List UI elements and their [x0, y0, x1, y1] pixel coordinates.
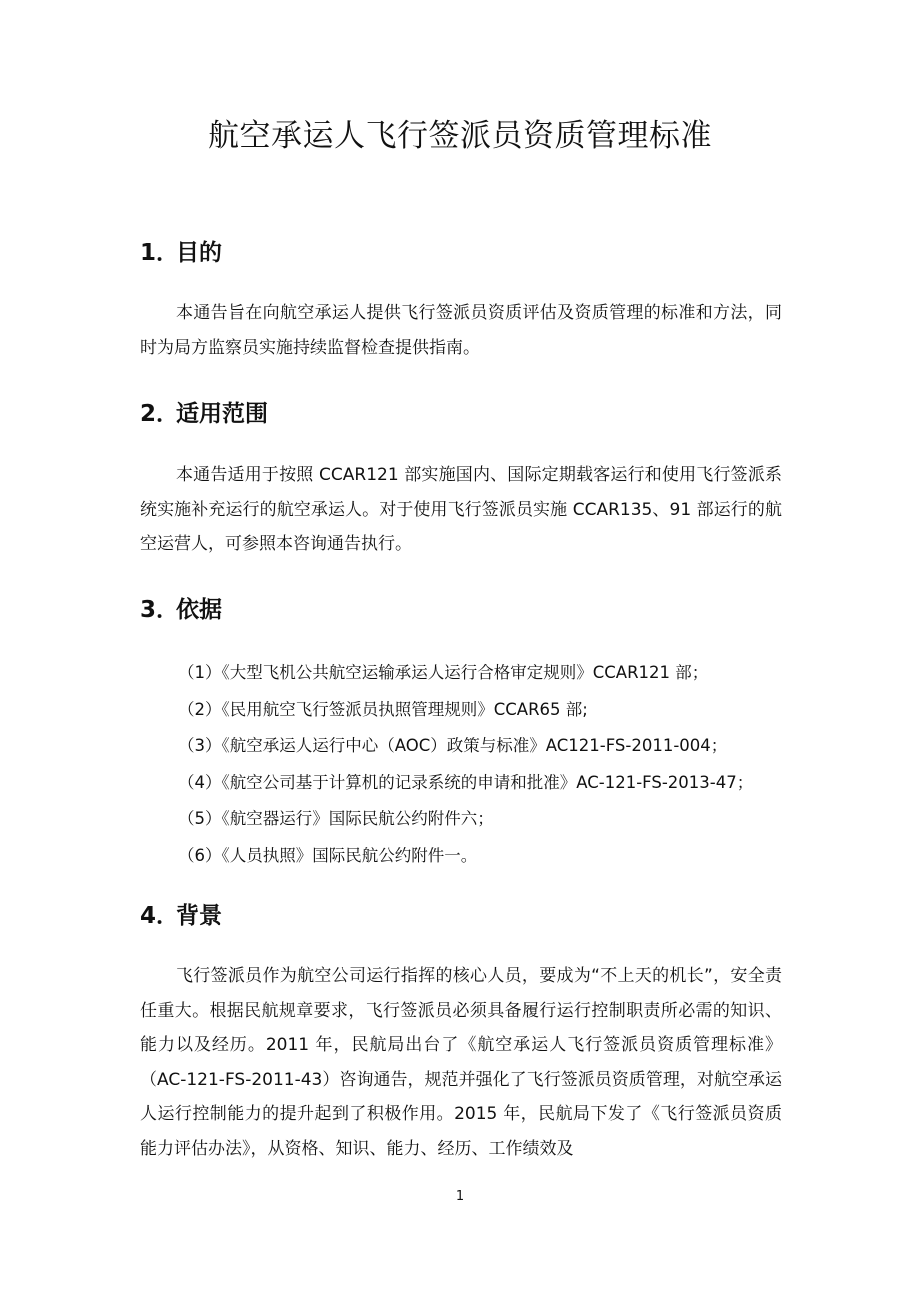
section-title: 目的	[176, 240, 222, 266]
list-item: （6）《人员执照》国际民航公约附件一。	[178, 845, 478, 865]
list-item: （2）《民用航空飞行签派员执照管理规则》CCAR65 部;	[178, 699, 588, 719]
list-item: （1）《大型飞机公共航空运输承运人运行合格审定规则》CCAR121 部；	[178, 663, 709, 682]
section-paragraph-scope: 本通告适用于按照 CCAR121 部实施国内、国际定期载客运行和使用飞行签派系统实施补充运行的航空承运人。对于使用飞行签派员实施 CCAR135、91 部运行的航空运营人，可参照本咨询通告执行。	[140, 465, 782, 554]
section-paragraph-purpose: 本通告旨在向航空承运人提供飞行签派员资质评估及资质管理的标准和方法，同时为局方监察员实施持续监督检查提供指南。	[140, 303, 782, 358]
section-title: 依据	[176, 597, 222, 623]
list-item: （4）《航空公司基于计算机的记录系统的申请和批准》AC-121-FS-2013-47；	[178, 772, 754, 792]
section-heading-purpose	[140, 236, 222, 270]
section-paragraph-background: 飞行签派员作为航空公司运行指挥的核心人员，要成为“不上天的机长”，安全责任重大。根据民航规章要求，飞行签派员必须具备履行运行控制职责所必需的知识、能力以及经历。2011 年，民航局出台了《航空承运人飞行签派员资质管理标准》（AC-121-FS-2011-43）咨询通告，规范并强化了飞行签派员资质管理，对航空承运人运行控制能力的提升起到了积极作用。2015 年，民航局下发了《飞行签派员资质能力评估办法》，从资格、知识、能力、经历、工作绩效及	[140, 966, 782, 1159]
reference-list	[140, 655, 800, 874]
section-heading-background	[140, 899, 222, 933]
list-item: （3）《航空承运人运行中心（AOC）政策与标准》AC121-FS-2011-004；	[178, 736, 728, 755]
section-number: 4．	[140, 903, 180, 929]
section-number: 2．	[140, 401, 180, 427]
section-heading-basis	[140, 593, 222, 627]
page-number: 1	[455, 1189, 465, 1204]
section-title: 适用范围	[176, 401, 268, 427]
section-heading-scope	[140, 397, 268, 431]
section-title: 背景	[176, 903, 222, 929]
section-number: 3．	[140, 597, 180, 623]
section-number: 1．	[140, 240, 180, 266]
list-item: （5）《航空器运行》国际民航公约附件六；	[178, 809, 494, 828]
document-title: 航空承运人飞行签派员资质管理标准	[208, 118, 712, 154]
